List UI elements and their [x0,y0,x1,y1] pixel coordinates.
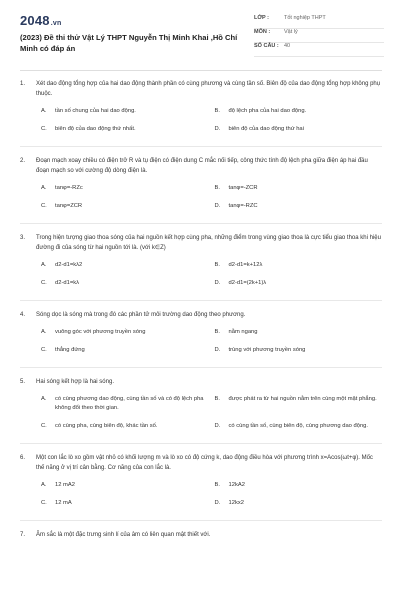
option-letter: A. [41,482,47,488]
option-a[interactable] [41,107,209,116]
option-text: có cùng phương dao động, cùng tần số và có độ lệch pha không đổi theo thời gian. [55,396,204,411]
option-text: tanφ=-ZCR [228,185,258,191]
option-text: có cùng tần số, cùng biên độ, cùng phương dao động. [228,423,369,429]
info-label: SỐ CÂU : [254,43,279,49]
question-divider [20,223,382,224]
option-text: thẳng đứng [55,347,85,353]
question-text: Đoạn mạch xoay chiều có điện trở R và tụ điện có điện dung C mắc nối tiếp, công thức tính độ lệch pha giữa điện áp hai đầu đoạn mạch so với cường độ dòng điện là. [36,158,368,174]
option-c[interactable] [41,202,209,211]
site-logo[interactable] [20,13,61,28]
option-letter: C. [41,203,47,209]
option-b[interactable] [215,184,383,193]
option-letter: B. [214,396,220,402]
option-d[interactable] [215,125,383,134]
option-text: 12kA2 [228,482,245,488]
option-letter: A. [41,396,47,402]
question-divider [20,520,382,521]
option-letter: B. [214,262,220,268]
question-number: 5. [20,379,26,385]
question-text: Xét dao động tổng hợp của hai dao động thành phần có cùng phương và cùng tần số. Biên độ của dao động tổng hợp không phụ thuộc. [36,81,381,97]
option-text: trùng với phương truyền sóng [228,347,306,353]
options [20,261,382,297]
option-text: d2-d1=kλ2 [55,262,83,268]
option-letter: C. [41,423,47,429]
option-d[interactable] [215,346,383,355]
question-6 [20,453,382,521]
option-text: d2-d1=k+12λ [228,262,263,268]
options [20,184,382,220]
option-c[interactable] [41,346,209,355]
option-b[interactable] [215,328,383,337]
question-text: Hai sóng kết hợp là hai sóng. [36,379,114,385]
option-d[interactable] [215,422,383,431]
exam-info [254,15,384,57]
question-text: Trong hiện tượng giao thoa sóng của hai nguồn kết hợp cùng pha, những điểm trong vùng giao thoa là cực tiểu giao thoa khi hiệu đường đi của sóng từ hai nguồn tới là. (với k∈Z) [36,235,381,251]
options [20,481,382,517]
option-c[interactable] [41,125,209,134]
question-number: 4. [20,312,26,318]
info-row-class [254,15,384,29]
option-letter: D. [214,280,221,286]
option-text: 12 mA2 [55,482,75,488]
option-a[interactable] [41,261,209,270]
option-a[interactable] [41,481,209,490]
info-value: Vật lý [284,29,298,35]
option-a[interactable] [41,328,209,337]
exam-title: (2023) Đề thi thử Vật Lý THPT Nguyễn Thị Minh Khai ,Hồ Chí Minh có đáp án [20,33,238,53]
option-b[interactable] [215,481,383,490]
option-b[interactable] [215,395,383,413]
info-label: MÔN : [254,29,271,35]
option-text: vuông góc với phương truyền sóng [55,329,146,335]
option-letter: B. [214,329,220,335]
option-c[interactable] [41,279,209,288]
question-5 [20,377,382,444]
option-text: 12 mA [55,500,72,506]
question-3 [20,233,382,301]
question-number: 2. [20,158,26,164]
option-b[interactable] [215,107,383,116]
info-row-subject [254,29,384,43]
option-d[interactable] [215,279,383,288]
question-text: Sóng dọc là sóng mà trong đó các phần tử môi trường dao động theo phương. [36,312,246,318]
question-divider [20,443,382,444]
option-d[interactable] [215,202,383,211]
option-text: d2-d1=kλ [55,280,80,286]
option-letter: B. [214,185,220,191]
option-letter: C. [41,347,47,353]
question-text: Âm sắc là một đặc trưng sinh lí của âm có liên quan mật thiết với. [36,532,211,538]
info-label: LỚP : [254,15,269,21]
options [20,395,382,440]
options [20,328,382,364]
question-text: Một con lắc lò xo gồm vật nhỏ có khối lượng m và lò xo có độ cứng k, dao động điều hòa với phương trình x=Acos(ωt+φ). Mốc thế năng ở vị trí cân bằng. Cơ năng của con lắc là. [36,455,373,471]
option-text: được phát ra từ hai nguồn nằm trên cùng một mặt phẳng. [228,396,377,402]
question-number: 1. [20,81,26,87]
option-text: tanφ=ZCR [55,203,83,209]
option-c[interactable] [41,499,209,508]
option-d[interactable] [215,499,383,508]
option-letter: D. [214,126,221,132]
option-letter: A. [41,185,47,191]
question-divider [20,300,382,301]
option-text: biên độ của dao động thứ nhất. [55,126,136,132]
logo-main: 2048 [20,13,50,28]
option-text: d2-d1=(2k+1)λ [228,280,267,286]
question-7 [20,530,382,540]
option-letter: A. [41,329,47,335]
option-a[interactable] [41,395,209,413]
option-letter: B. [214,108,220,114]
info-value: 40 [284,43,291,49]
option-c[interactable] [41,422,209,431]
option-letter: D. [214,203,221,209]
option-text: có cùng pha, cùng biên độ, khác tần số. [55,423,158,429]
option-letter: C. [41,280,47,286]
option-letter: A. [41,108,47,114]
option-b[interactable] [215,261,383,270]
info-row-count [254,43,384,57]
header-divider [20,70,382,71]
option-text: tần số chung của hai dao động. [55,108,136,114]
option-text: tanφ=-RZc [55,185,83,191]
question-list [20,79,382,540]
options [20,107,382,143]
option-letter: C. [41,500,47,506]
question-divider [20,146,382,147]
option-text: 12kx2 [228,500,244,506]
option-text: độ lệch pha của hai dao động. [228,108,307,114]
option-text: nằm ngang [228,329,258,335]
option-letter: D. [214,347,221,353]
option-text: tanφ=-RZC [228,203,258,209]
question-4 [20,310,382,368]
option-letter: B. [214,482,220,488]
logo-tld: .vn [50,20,62,27]
info-value: Tốt nghiệp THPT [284,15,326,21]
option-letter: D. [214,500,221,506]
option-letter: C. [41,126,47,132]
option-letter: D. [214,423,221,429]
question-2 [20,156,382,224]
question-1 [20,79,382,147]
question-number: 3. [20,235,26,241]
question-divider [20,367,382,368]
question-number: 6. [20,455,26,461]
option-letter: A. [41,262,47,268]
option-a[interactable] [41,184,209,193]
option-text: biên độ của dao động thứ hai [228,126,304,132]
question-number: 7. [20,532,26,538]
